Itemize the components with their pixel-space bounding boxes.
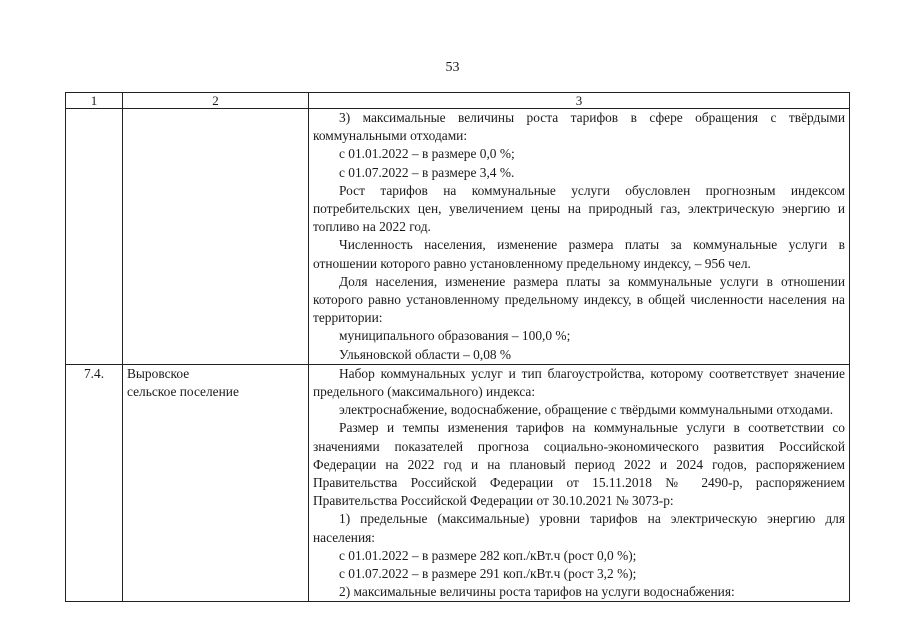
- header-col-2: 2: [123, 93, 309, 109]
- page-number: 53: [445, 60, 460, 75]
- text-line: с 01.07.2022 – в размере 3,4 %.: [339, 164, 515, 180]
- settlement-name-line: сельское поселение: [127, 384, 239, 400]
- row-text-cell: [309, 109, 850, 365]
- text-line: Ульяновской области – 0,08 %: [339, 346, 512, 362]
- table-row: [66, 364, 850, 602]
- header-col-3: 3: [309, 93, 850, 109]
- tariff-table: [65, 92, 850, 602]
- text-line: с 01.07.2022 – в размере 291 коп./кВт.ч (рост 3,2 %);: [339, 566, 637, 582]
- row-number-cell: 7.4.: [66, 364, 123, 602]
- row-number-cell: [66, 109, 123, 365]
- text-line: с 01.01.2022 – в размере 282 коп./кВт.ч (рост 0,0 %);: [339, 547, 637, 563]
- header-col-1: 1: [66, 93, 123, 109]
- text-paragraph: Размер и темпы изменения тарифов на коммунальные услуги в соответствии со значениями показателей прогноза социально-экономического развития Российской Федерации на 2022 год и на плановый период 2022 и 2024 годов, распоряжением Правительства Российской Федерации от 15.11.2018 № 2490-р, распоряжением Правительства Российской Федерации от 30.10.2021 № 3073-р:: [313, 420, 845, 509]
- text-line: муниципального образования – 100,0 %;: [339, 328, 571, 344]
- row-name-cell: [123, 109, 309, 365]
- row-name-cell: [123, 364, 309, 602]
- text-paragraph: 1) предельные (максимальные) уровни тарифов на электрическую энергию для населения:: [313, 511, 845, 545]
- text-paragraph: Доля населения, изменение размера платы за коммунальные услуги в отношении которого равно установленному предельному индексу, в общей численности населения на территории:: [313, 273, 845, 326]
- table-header-row: [66, 93, 850, 109]
- text-paragraph: 3) максимальные величины роста тарифов в сфере обращения с твёрдыми коммунальными отходами:: [313, 110, 845, 144]
- text-paragraph: Рост тарифов на коммунальные услуги обусловлен прогнозным индексом потребительских цен, увеличением цены на природный газ, электрическую энергию и топливо на 2022 год.: [313, 182, 845, 235]
- text-paragraph: электроснабжение, водоснабжение, обращение с твёрдыми коммунальными отходами.: [339, 402, 834, 418]
- table-row: [66, 109, 850, 365]
- settlement-name-line: Выровское: [127, 365, 190, 381]
- text-paragraph: Набор коммунальных услуг и тип благоустройства, которому соответствует значение предельного (максимального) индекса:: [313, 365, 845, 400]
- row-text-cell: [309, 364, 850, 602]
- text-line: 2) максимальные величины роста тарифов на услуги водоснабжения:: [339, 584, 735, 600]
- text-paragraph: Численность населения, изменение размера платы за коммунальные услуги в отношении которого равно установленному предельному индексу, – 956 чел.: [313, 237, 845, 271]
- text-line: с 01.01.2022 – в размере 0,0 %;: [339, 146, 515, 162]
